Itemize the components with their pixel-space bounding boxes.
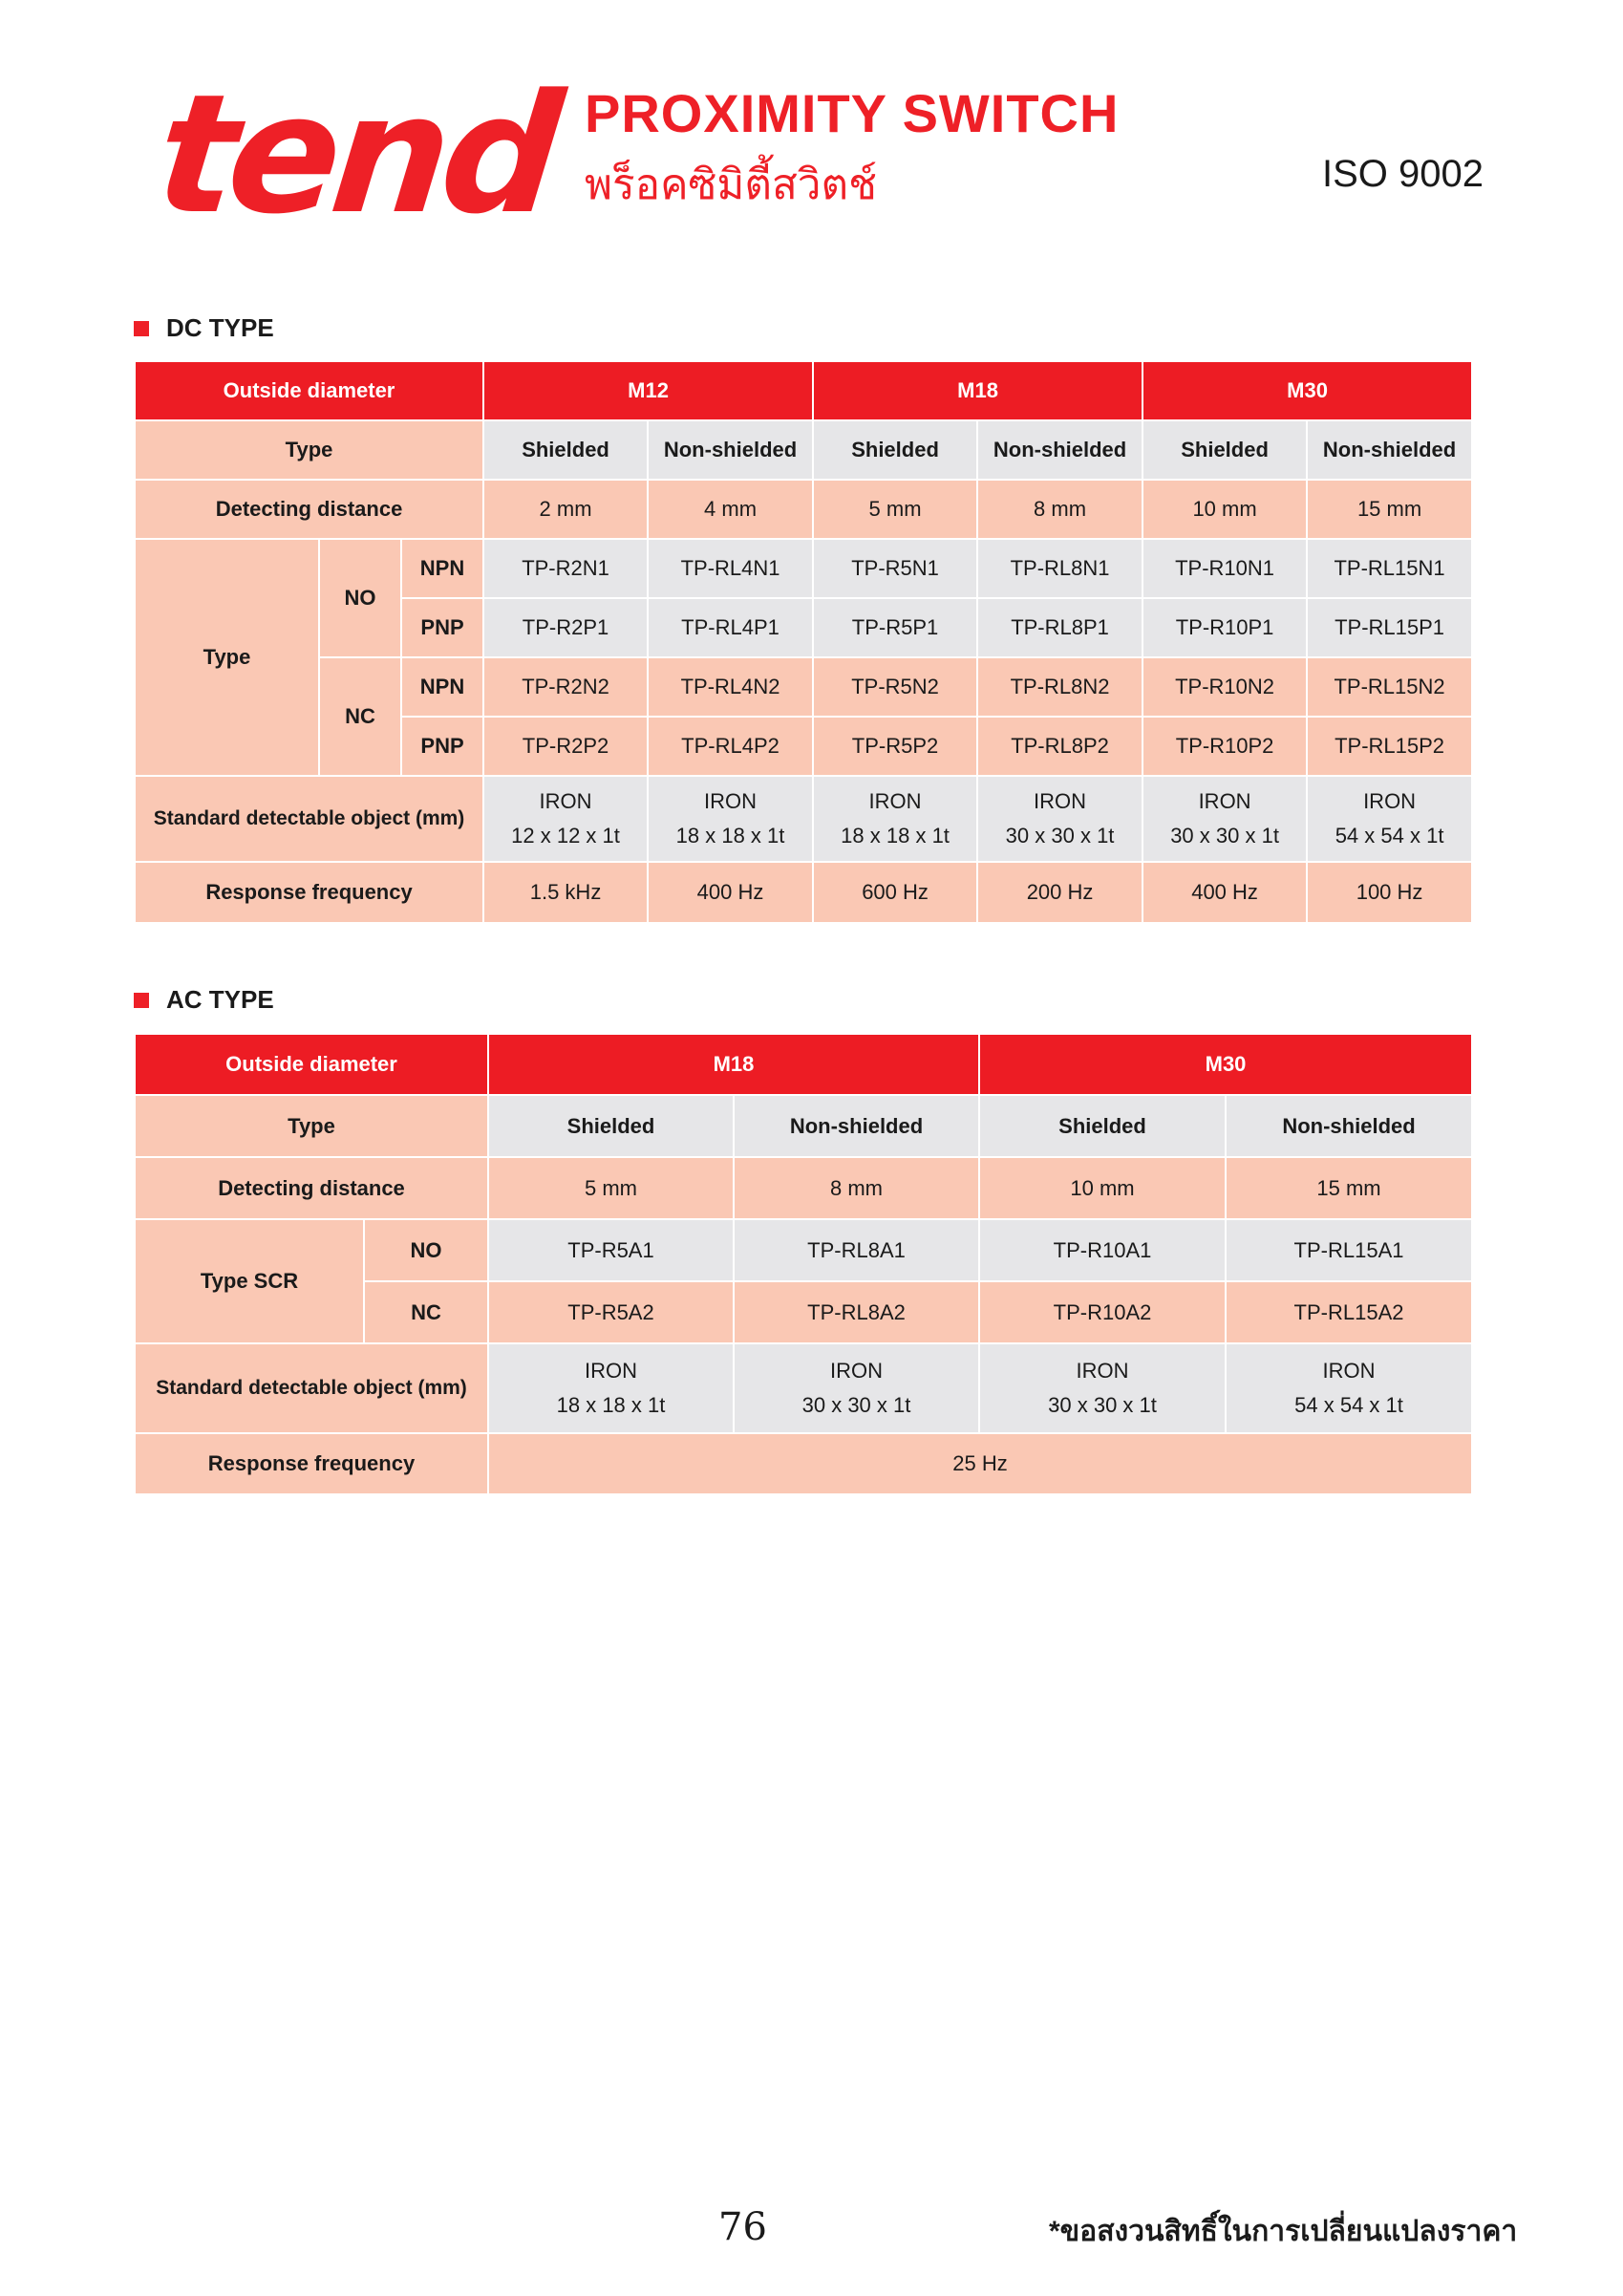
dc-diameter-m12: M12 [483,361,813,420]
dc-distance-row [135,480,1472,539]
dc-object-cell [483,776,648,862]
ac-object-label: Standard detectable object (mm) [135,1343,488,1433]
ac-type-cell: Shielded [488,1095,734,1157]
dc-object-cell [977,776,1143,862]
brand-logo: tend [148,58,564,250]
dc-outside-diameter-label: Outside diameter [135,361,483,420]
dc-distance-cell: 2 mm [483,480,648,539]
ac-diameter-m30: M30 [979,1034,1472,1095]
dc-type-cell: Shielded [813,420,977,480]
dc-object-label: Standard detectable object (mm) [135,776,483,862]
dc-model-cell: TP-R2P1 [483,598,648,657]
dc-object-row [135,776,1472,862]
dc-model-cell: TP-RL8N2 [977,657,1143,717]
dc-pnp-label: PNP [401,598,483,657]
dc-model-cell: TP-R10N1 [1143,539,1307,598]
dc-frequency-cell: 1.5 kHz [483,862,648,923]
dc-diameter-row [135,361,1472,420]
ac-outside-diameter-label: Outside diameter [135,1034,488,1095]
dc-distance-cell: 10 mm [1143,480,1307,539]
object-material: IRON [585,1359,637,1383]
dc-model-cell: TP-R10P2 [1143,717,1307,776]
object-material: IRON [1034,789,1087,813]
dc-distance-cell: 5 mm [813,480,977,539]
dc-frequency-cell: 400 Hz [1143,862,1307,923]
object-material: IRON [704,789,758,813]
dc-model-cell: TP-RL4P2 [648,717,813,776]
ac-type-label: Type [135,1095,488,1157]
object-material: IRON [1322,1359,1376,1383]
dc-model-cell: TP-RL4N2 [648,657,813,717]
ac-type-cell: Non-shielded [734,1095,979,1157]
object-size: 54 x 54 x 1t [1335,824,1444,848]
ac-distance-cell: 15 mm [1226,1157,1472,1219]
dc-model-cell: TP-RL8N1 [977,539,1143,598]
dc-model-cell: TP-R2P2 [483,717,648,776]
dc-no-npn-row [135,539,1472,598]
dc-model-cell: TP-RL15P1 [1307,598,1472,657]
ac-object-row [135,1343,1472,1433]
object-material: IRON [830,1359,883,1383]
ac-distance-label: Detecting distance [135,1157,488,1219]
page-title-thai: พร็อคซิมิตี้สวิตช์ [585,161,877,208]
dc-model-cell: TP-R5P2 [813,717,977,776]
ac-frequency-row [135,1433,1472,1494]
ac-model-cell: TP-RL8A1 [734,1219,979,1281]
dc-model-cell: TP-R2N2 [483,657,648,717]
ac-diameter-row [135,1034,1472,1095]
ac-model-cell: TP-RL15A1 [1226,1219,1472,1281]
dc-model-cell: TP-R10N2 [1143,657,1307,717]
dc-type-cell: Shielded [1143,420,1307,480]
object-size: 18 x 18 x 1t [675,824,785,848]
dc-section-heading [134,313,274,343]
ac-type-scr-label: Type SCR [135,1219,364,1343]
ac-model-cell: TP-RL8A2 [734,1281,979,1343]
dc-model-cell: TP-RL15N1 [1307,539,1472,598]
dc-model-cell: TP-R2N1 [483,539,648,598]
dc-frequency-cell: 400 Hz [648,862,813,923]
ac-spec-table [134,1033,1473,1495]
dc-spec-table [134,360,1473,924]
price-disclaimer: *ขอสงวนสิทธิ์ในการเปลี่ยนแปลงราคา [1049,2216,1518,2247]
dc-model-cell: TP-R5N1 [813,539,977,598]
object-material: IRON [1076,1359,1129,1383]
ac-object-cell [734,1343,979,1433]
dc-model-cell: TP-R5P1 [813,598,977,657]
object-material: IRON [1363,789,1417,813]
ac-no-label: NO [364,1219,488,1281]
ac-distance-cell: 10 mm [979,1157,1226,1219]
dc-frequency-cell: 200 Hz [977,862,1143,923]
dc-object-cell [1307,776,1472,862]
dc-distance-cell: 4 mm [648,480,813,539]
dc-type-cell: Non-shielded [977,420,1143,480]
ac-model-cell: TP-RL15A2 [1226,1281,1472,1343]
object-size: 18 x 18 x 1t [556,1393,666,1417]
object-size: 30 x 30 x 1t [1005,824,1115,848]
dc-model-cell: TP-RL15N2 [1307,657,1472,717]
ac-model-cell: TP-R5A2 [488,1281,734,1343]
dc-model-cell: TP-RL8P2 [977,717,1143,776]
dc-output-type-label: Type [135,539,319,776]
dc-nc-label: NC [319,657,401,776]
ac-model-cell: TP-R5A1 [488,1219,734,1281]
object-material: IRON [539,789,592,813]
object-material: IRON [868,789,922,813]
object-size: 30 x 30 x 1t [1048,1393,1157,1417]
ac-no-row [135,1219,1472,1281]
dc-model-cell: TP-RL4P1 [648,598,813,657]
dc-type-cell: Shielded [483,420,648,480]
dc-model-cell: TP-RL4N1 [648,539,813,598]
dc-distance-label: Detecting distance [135,480,483,539]
dc-model-cell: TP-RL8P1 [977,598,1143,657]
dc-object-cell [648,776,813,862]
ac-object-cell [488,1343,734,1433]
ac-distance-cell: 8 mm [734,1157,979,1219]
page-title: PROXIMITY SWITCH [585,83,1120,143]
dc-frequency-label: Response frequency [135,862,483,923]
object-size: 18 x 18 x 1t [841,824,950,848]
dc-npn-label: NPN [401,539,483,598]
dc-distance-cell: 8 mm [977,480,1143,539]
ac-nc-label: NC [364,1281,488,1343]
dc-npn-label: NPN [401,657,483,717]
dc-no-label: NO [319,539,401,657]
dc-object-cell [813,776,977,862]
dc-frequency-row [135,862,1472,923]
ac-object-cell [979,1343,1226,1433]
ac-frequency-label: Response frequency [135,1433,488,1494]
dc-nc-npn-row [135,657,1472,717]
dc-object-cell [1143,776,1307,862]
ac-distance-row [135,1157,1472,1219]
dc-type-row [135,420,1472,480]
dc-model-cell: TP-RL15P2 [1307,717,1472,776]
dc-type-cell: Non-shielded [648,420,813,480]
dc-section-title: DC TYPE [166,313,274,342]
dc-distance-cell: 15 mm [1307,480,1472,539]
page-number: 76 [718,2205,767,2249]
object-size: 12 x 12 x 1t [511,824,620,848]
object-size: 30 x 30 x 1t [1170,824,1279,848]
dc-frequency-cell: 600 Hz [813,862,977,923]
ac-type-row [135,1095,1472,1157]
dc-diameter-m30: M30 [1143,361,1472,420]
ac-section-title: AC TYPE [166,985,274,1014]
object-material: IRON [1198,789,1251,813]
ac-distance-cell: 5 mm [488,1157,734,1219]
dc-model-cell: TP-R10P1 [1143,598,1307,657]
dc-pnp-label: PNP [401,717,483,776]
dc-model-cell: TP-R5N2 [813,657,977,717]
dc-type-label: Type [135,420,483,480]
object-size: 54 x 54 x 1t [1294,1393,1403,1417]
ac-diameter-m18: M18 [488,1034,979,1095]
ac-frequency-cell: 25 Hz [488,1433,1472,1494]
section-bullet-icon [134,321,149,336]
ac-section-heading [134,985,274,1015]
ac-type-cell: Shielded [979,1095,1226,1157]
ac-model-cell: TP-R10A1 [979,1219,1226,1281]
ac-model-cell: TP-R10A2 [979,1281,1226,1343]
dc-type-cell: Non-shielded [1307,420,1472,480]
iso-certification: ISO 9002 [1322,153,1484,195]
ac-object-cell [1226,1343,1472,1433]
object-size: 30 x 30 x 1t [801,1393,911,1417]
ac-type-cell: Non-shielded [1226,1095,1472,1157]
section-bullet-icon [134,993,149,1008]
dc-diameter-m18: M18 [813,361,1143,420]
dc-frequency-cell: 100 Hz [1307,862,1472,923]
